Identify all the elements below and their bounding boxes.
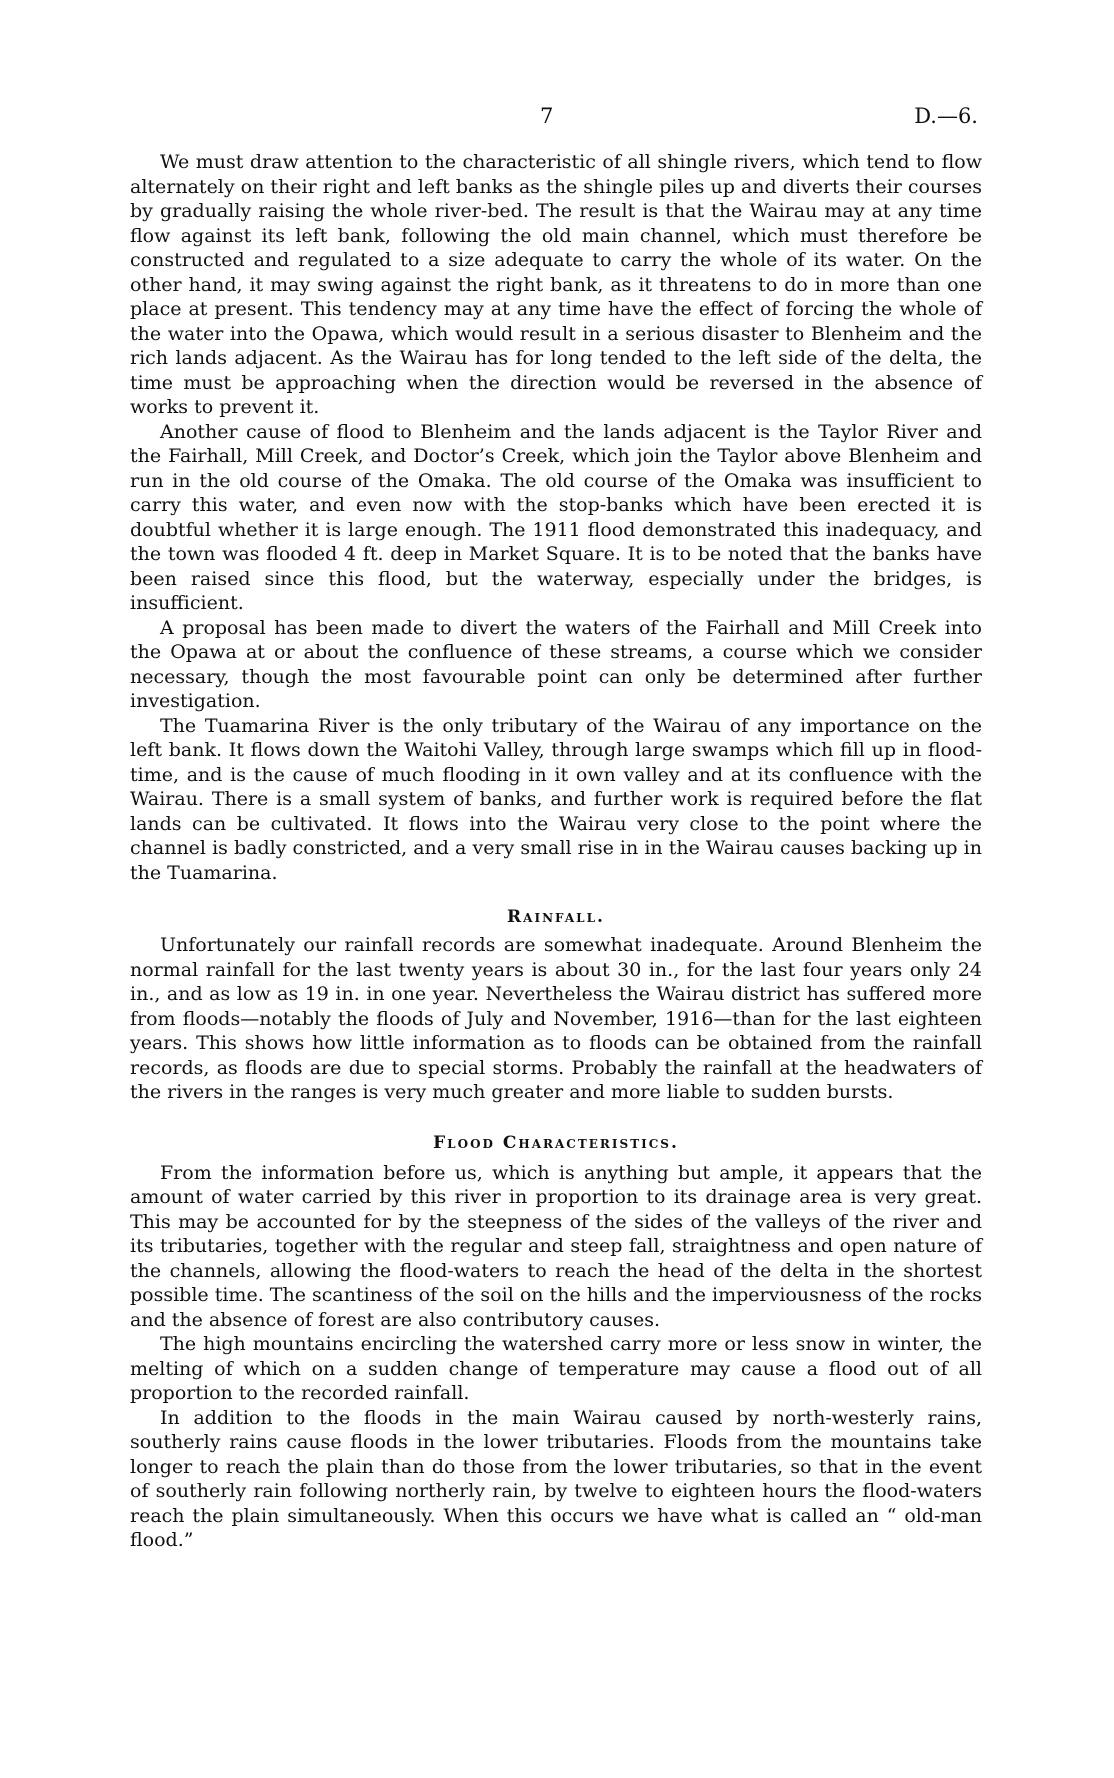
paragraph-taylor-river: Another cause of flood to Blenheim and the lands adjacent is the Taylor River and the Fairhall, Mill Creek, and Doctor’s Creek, which join the Taylor above Blenheim and run in the old course of the Omaka. The old course of the Omaka was insufficient to carry this water, and even now with the stop-banks which have been erected it is doubtful whether it is large enough. The 1911 flood demonstrated this inadequacy, and the town was flooded 4 ft. deep in Market Square. It is to be noted that the banks have been raised since this flood, but the waterway, especially under the bridges, is insufficient. bbox=[130, 420, 982, 614]
section-heading-flood-characteristics: Flood Characteristics. bbox=[433, 1132, 679, 1153]
paragraph-tuamarina-river: The Tuamarina River is the only tributary of the Wairau of any importance on the left bank. It flows down the Waitohi Valley, through large swamps which fill up in flood-time, and is the cause of much flooding in it own valley and at its confluence with the Wairau. There is a small system of banks, and further work is required before the flat lands can be cultivated. It flows into the Wairau very close to the point where the channel is badly constricted, and a very small rise in in the Wairau causes backing up in the Tuamarina. bbox=[130, 714, 982, 884]
paragraph-snow-melt: The high mountains encircling the watershed carry more or less snow in winter, the melting of which on a sudden change of temperature may cause a flood out of all proportion to the recorded rainfall. bbox=[130, 1333, 982, 1404]
body-text bbox=[130, 150, 982, 1553]
paragraph-old-man-flood: In addition to the floods in the main Wairau caused by north-westerly rains, southerly rains cause floods in the lower tributaries. Floods from the mountains take longer to reach the plain than do those from the lower tributaries, so that in the event of southerly rain following northerly rain, by twelve to eighteen hours the flood-waters reach the plain simultaneously. When this occurs we have what is called an “ old-man flood.” bbox=[130, 1406, 982, 1551]
page-header bbox=[0, 101, 1114, 131]
paragraph-divert-proposal: A proposal has been made to divert the waters of the Fairhall and Mill Creek into the Opawa at or about the confluence of these streams, a course which we consider necessary, though the most favourable point can only be determined after further investigation. bbox=[130, 616, 982, 712]
paragraph-flood-volume: From the information before us, which is anything but ample, it appears that the amount of water carried by this river in proportion to its drainage area is very great. This may be accounted for by the steepness of the sides of the valleys of the river and its tributaries, together with the regular and steep fall, straightness and open nature of the channels, allowing the flood-waters to reach the head of the delta in the shortest possible time. The scantiness of the soil on the hills and the imperviousness of the rocks and the absence of forest are also contributory causes. bbox=[130, 1161, 982, 1331]
section-heading-rainfall: Rainfall. bbox=[507, 907, 605, 927]
paragraph-rainfall: Unfortunately our rainfall records are somewhat inadequate. Around Blenheim the normal rainfall for the last twenty years is about 30 in., for the last four years only 24 in., and as low as 19 in. in one year. Nevertheless the Wairau district has suffered more from floods—notably the floods of July and November, 1916—than for the last eighteen years. This shows how little information as to floods can be obtained from the rainfall records, as floods are due to special storms. Probably the rainfall at the headwaters of the rivers in the ranges is very much greater and more liable to sudden bursts. bbox=[130, 934, 982, 1103]
page-number: 7 bbox=[540, 104, 554, 128]
document-reference: D.—6. bbox=[914, 104, 978, 128]
paragraph-shingle-rivers: We must draw attention to the characteristic of all shingle rivers, which tend to flow alternately on their right and left banks as the shingle piles up and diverts their courses by gradually raising the whole river-bed. The result is that the Wairau may at any time flow against its left bank, following the old main channel, which must therefore be constructed and regulated to a size adequate to carry the whole of its water. On the other hand, it may swing against the right bank, as it threatens to do in more than one place at present. This tendency may at any time have the effect of forcing the whole of the water into the Opawa, which would result in a serious disaster to Blenheim and the rich lands adjacent. As the Wairau has for long tended to the left side of the delta, the time must be approaching when the direction would be reversed in the absence of works to prevent it. bbox=[130, 151, 982, 418]
